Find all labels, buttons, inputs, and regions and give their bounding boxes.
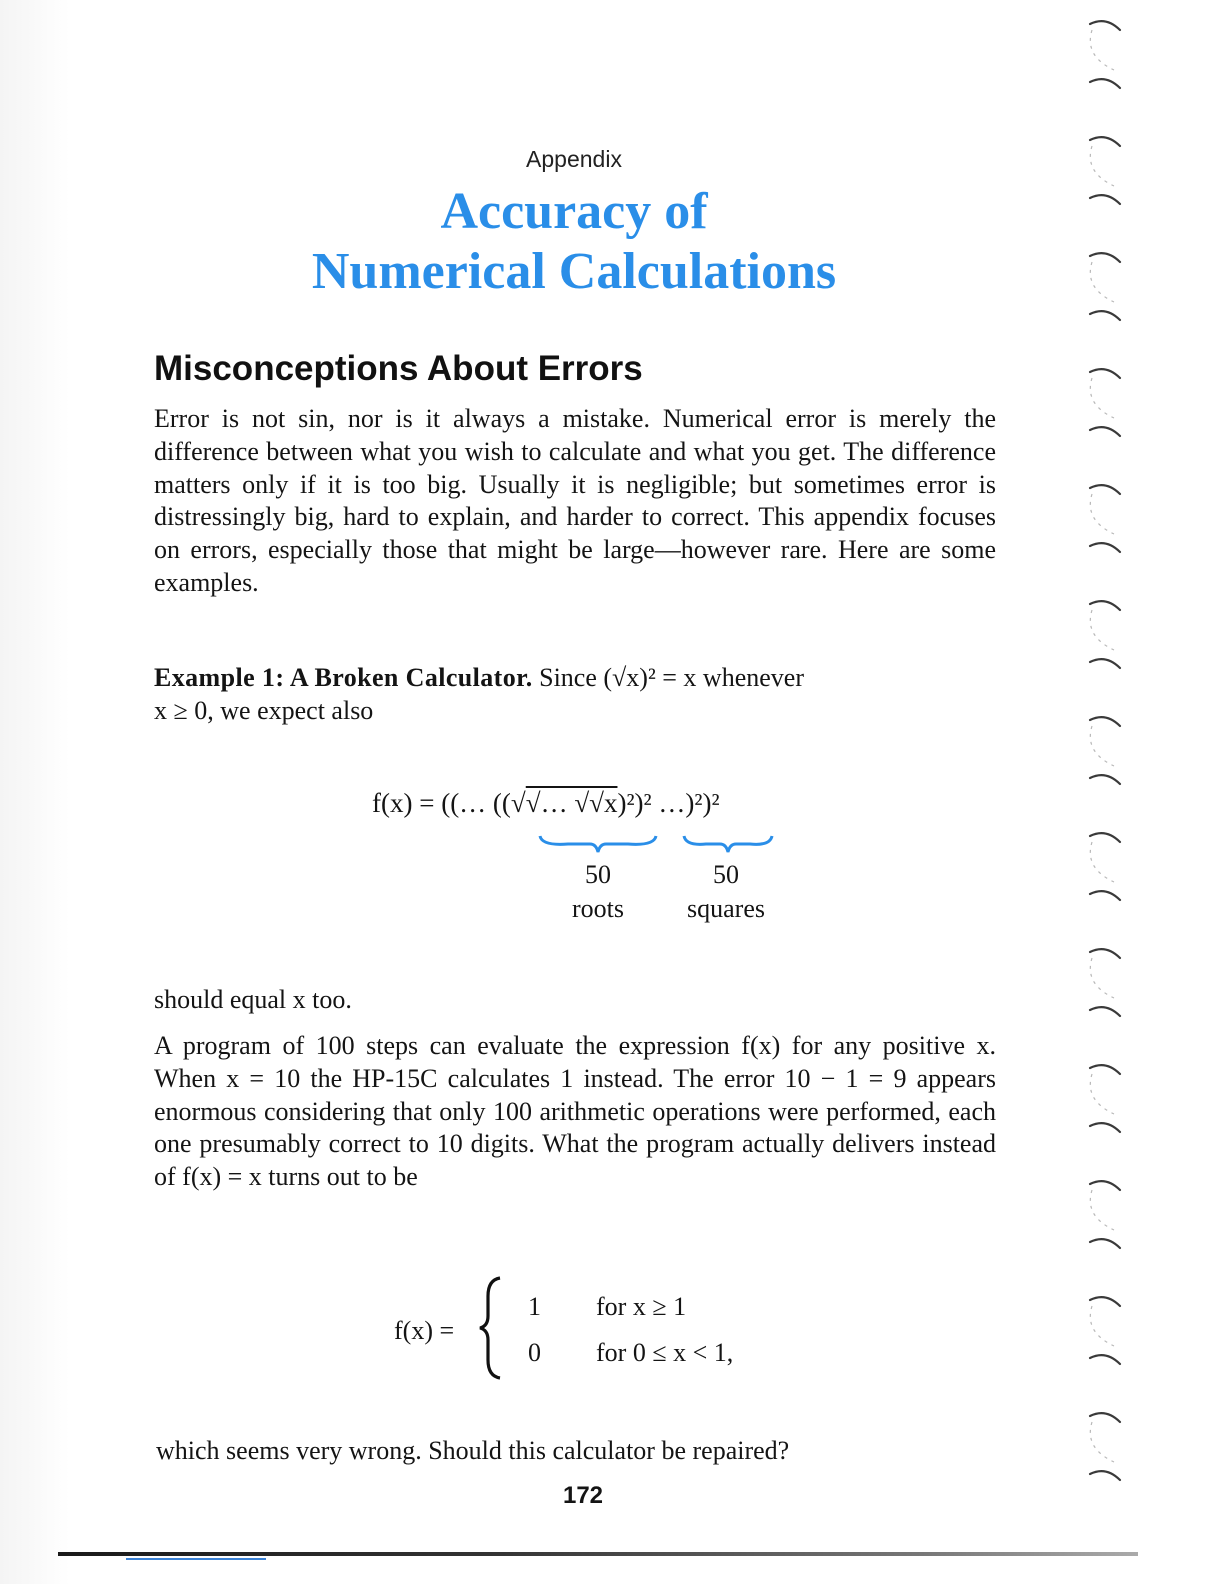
squares-label: squares [687, 894, 765, 923]
bottom-rule [58, 1552, 1138, 1556]
closing-sentence: which seems very wrong. Should this calculator be repaired? [156, 1436, 790, 1465]
appendix-label: Appendix [526, 146, 622, 172]
chapter-title-line-2: Numerical Calculations [311, 243, 837, 300]
roots-underbrace [538, 832, 658, 854]
since-word: Since [539, 663, 597, 692]
case-2-value: 0 [528, 1338, 541, 1367]
intro-paragraph: Error is not sin, nor is it always a mistake. Numerical error is merely the difference between what you wish to calculate and what you get. The difference matters only if it is too big. Usually it is negligible; but sometimes error is distressingly big, hard to explain, and harder to correct. This appendix focuses on errors, especially those that might be large—however rare. Here are some examples. [154, 404, 996, 597]
squares-underbrace [682, 832, 774, 854]
piecewise-brace [476, 1276, 506, 1380]
root-body: √… √√x [525, 788, 618, 818]
case-1-condition: for x ≥ 1 [596, 1292, 687, 1321]
piecewise-lhs: f(x) = [394, 1316, 455, 1345]
section-heading: Misconceptions About Errors [154, 349, 643, 388]
condition-text: x ≥ 0, we expect also [154, 695, 374, 725]
equals-x-text: = x whenever [662, 663, 804, 692]
case-2-condition: for 0 ≤ x < 1, [596, 1338, 734, 1367]
example-1-intro [154, 662, 996, 728]
squares-count: 50 [713, 860, 739, 889]
example-1-heading: Example 1: A Broken Calculator. [154, 663, 533, 692]
should-equal-text: should equal x too. [154, 985, 352, 1014]
sqrt-expression: (√x)² [603, 663, 656, 692]
root-radical: √ [510, 788, 526, 818]
chapter-title-line-1: Accuracy of [440, 183, 708, 240]
formula-tail: )²)² …)²)² [617, 788, 720, 818]
case-1-value: 1 [528, 1292, 541, 1321]
roots-count: 50 [585, 860, 611, 889]
program-paragraph: A program of 100 steps can evaluate the expression f(x) for any positive x. When x = 10 the HP-15C calculates 1 instead. The error 10 − 1 = 9 appears enormous considering that only 100 arithmetic operations were performed, each one presumably correct to 10 digits. What the program actually delivers instead of f(x) = x turns out to be [154, 1031, 996, 1192]
roots-label: roots [572, 894, 624, 923]
bottom-rule-accent [126, 1558, 266, 1560]
page-number: 172 [562, 1482, 604, 1509]
formula-lhs: f(x) = ((… (( [372, 788, 511, 818]
nested-root-formula [372, 788, 720, 819]
